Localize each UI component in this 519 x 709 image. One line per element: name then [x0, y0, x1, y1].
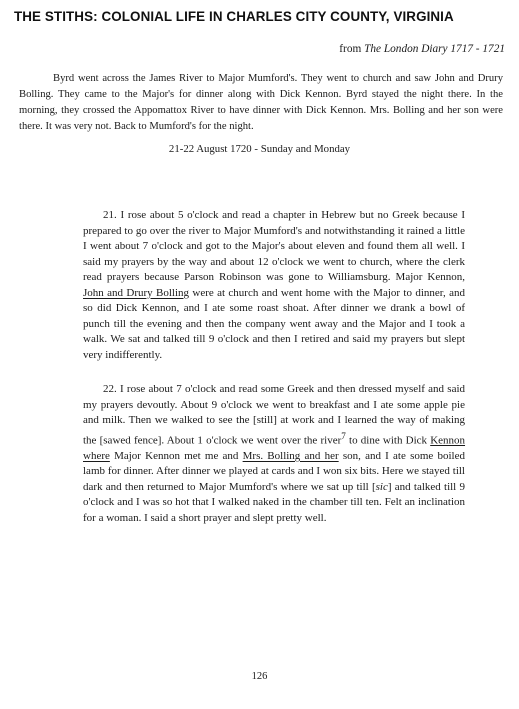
diary-entry-21 — [83, 208, 465, 363]
page-header-title: THE STITHS: COLONIAL LIFE IN CHARLES CITY COUNTY, VIRGINIA — [14, 9, 454, 24]
entry-text: ] and talked till 9 o'clock and I was so hot that I walked naked in the chamber till ten. Felt an inclination for a woman. I said a short prayer and slept pretty well. — [83, 480, 465, 524]
page-number: 126 — [251, 671, 268, 682]
entry-text: I rose about 5 o'clock and read a chapter in Hebrew but no Greek because I prepared to go over the river to Major Mumford's and notwithstanding it rained a little I went about 7 o'clock and got to the Major's about eleven and found them all well. I said my prayers by the way and about 12 o'clock we went to church, where the clerk read prayers because Parson Robinson was gone to Williamsburg. Major Kennon, — [83, 209, 466, 283]
sic-annotation: sic — [375, 480, 388, 493]
entry-number: 21. — [103, 209, 117, 221]
underlined-names: John and Drury Bolling — [83, 286, 190, 299]
source-attribution — [339, 43, 505, 55]
date-heading: 21-22 August 1720 - Sunday and Monday — [168, 143, 351, 155]
source-title: The London Diary 1717 - 1721 — [364, 43, 505, 55]
source-prefix: from — [339, 43, 362, 55]
entry-text: son, and I ate some boiled lamb for dinner. After dinner we played at cards and I won six bits. Here we stayed till dark and then returned to Major Mumford's where we sat up till [ — [83, 449, 465, 493]
entry-number: 22. — [103, 383, 117, 395]
summary-paragraph: Byrd went across the James River to Major Mumford's. They went to church and saw John and Drury Bolling. They came to the Major's for dinner along with Dick Kennon. Byrd stayed the night there. In the morning, they crossed the Appomattox River to have dinner with Dick Kennon. Mrs. Bolling and her son were there. It was very not. Back to Mumford's for the night. — [19, 73, 503, 132]
entry-text: Major Kennon met me and — [114, 449, 239, 462]
entry-text: were at church and went home with the Major to dinner, and so did Dick Kennon, and I ate some roast shoat. After dinner we drank a bowl of punch till the evening and then the company went away and the Major and I took a walk. We sat and talked till 9 o'clock and then I retired and said my prayers but slept very indifferently. — [83, 286, 465, 361]
entry-text: to dine with Dick — [349, 434, 428, 447]
underlined-names: Kennon where — [83, 434, 466, 462]
footnote-marker[interactable]: 7 — [341, 430, 346, 441]
diary-entry-22 — [83, 382, 465, 526]
entry-text: I rose about 7 o'clock and read some Greek and then dressed myself and said my prayers devoutly. About 9 o'clock we went to breakfast and I ate some apple pie and milk. Then we walked to see the [still] at work and I learned the way of making the [sawed fence]. About 1 o'clock we went over the river — [83, 383, 466, 447]
underlined-names: Mrs. Bolling and her — [242, 449, 339, 462]
